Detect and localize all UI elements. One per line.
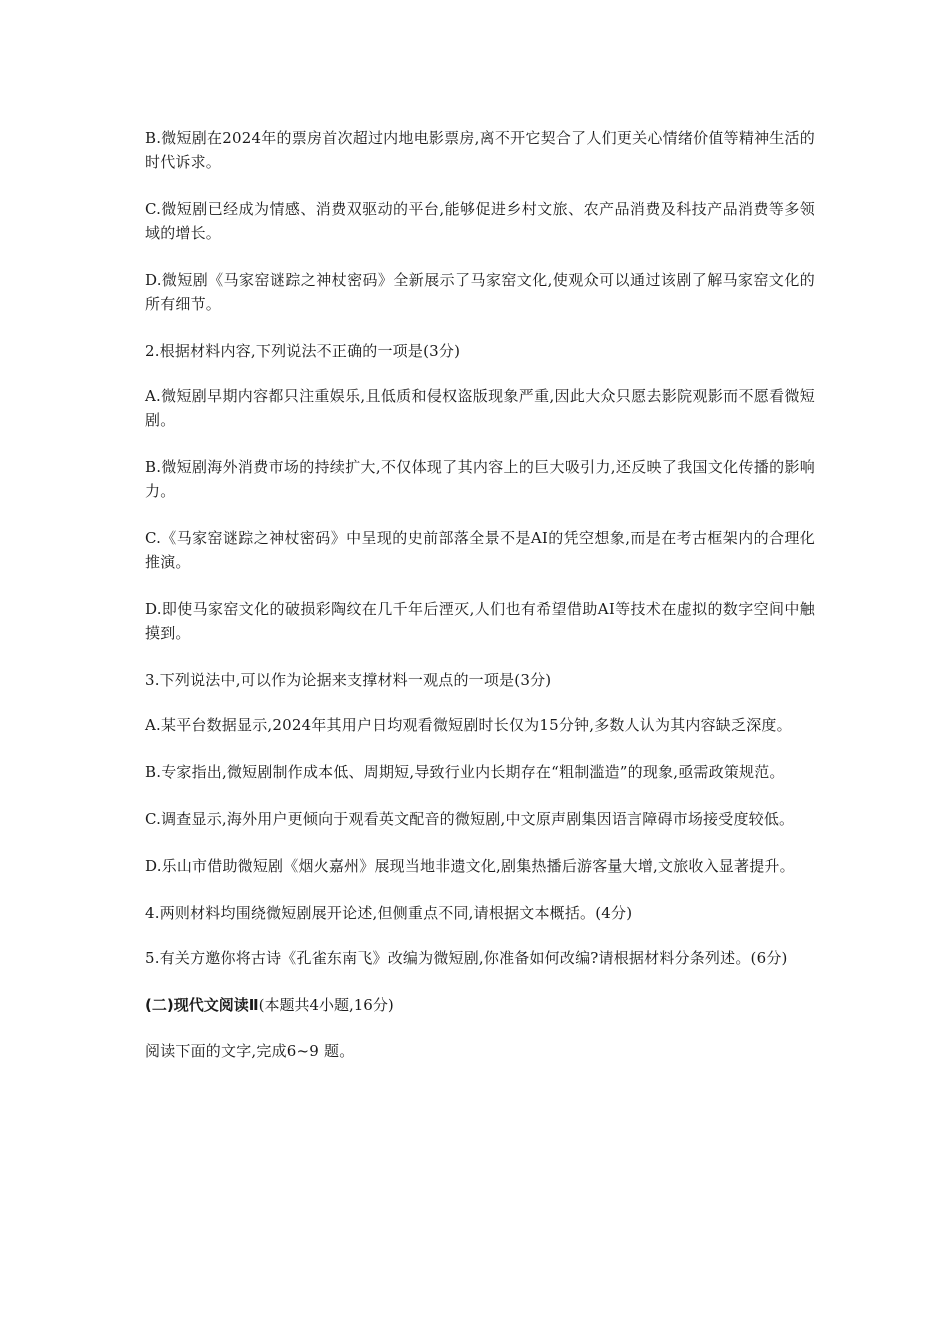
section-subtitle: (本题共4小题,16分) bbox=[258, 996, 394, 1014]
q2-option-c: C.《马家窑谜踪之神杖密码》中呈现的史前部落全景不是AI的凭空想象,而是在考古框架内的合理化推演。 bbox=[145, 529, 815, 571]
reading-instruction: 阅读下面的文字,完成6~9 题。 bbox=[145, 1042, 355, 1060]
q2-option-b: B.微短剧海外消费市场的持续扩大,不仅体现了其内容上的巨大吸引力,还反映了我国文化传播的影响力。 bbox=[145, 458, 815, 500]
q1-option-b: B.微短剧在2024年的票房首次超过内地电影票房,离不开它契合了人们更关心情绪价值等精神生活的时代诉求。 bbox=[145, 129, 815, 171]
q4-stem: 4.两则材料均围绕微短剧展开论述,但侧重点不同,请根据文本概括。(4分) bbox=[145, 904, 633, 922]
section-heading bbox=[145, 993, 815, 1017]
q3-option-c: C.调查显示,海外用户更倾向于观看英文配音的微短剧,中文原声剧集因语言障碍市场接受度较低。 bbox=[145, 810, 795, 828]
q3-option-a: A.某平台数据显示,2024年其用户日均观看微短剧时长仅为15分钟,多数人认为其内容缺乏深度。 bbox=[145, 716, 792, 734]
q2-option-a: A.微短剧早期内容都只注重娱乐,且低质和侵权盗版现象严重,因此大众只愿去影院观影而不愿看微短剧。 bbox=[145, 387, 815, 429]
q3-option-d: D.乐山市借助微短剧《烟火嘉州》展现当地非遗文化,剧集热播后游客量大增,文旅收入显著提升。 bbox=[145, 857, 795, 875]
q2-stem: 2.根据材料内容,下列说法不正确的一项是(3分) bbox=[145, 342, 461, 360]
section-title: (二)现代文阅读Ⅱ bbox=[145, 996, 259, 1014]
q3-stem: 3.下列说法中,可以作为论据来支撑材料一观点的一项是(3分) bbox=[145, 671, 552, 689]
q3-option-b: B.专家指出,微短剧制作成本低、周期短,导致行业内长期存在“粗制滥造”的现象,亟需政策规范。 bbox=[145, 763, 785, 781]
q2-option-d: D.即使马家窑文化的破损彩陶纹在几千年后湮灭,人们也有希望借助AI等技术在虚拟的数字空间中触摸到。 bbox=[145, 600, 815, 642]
q1-option-d: D.微短剧《马家窑谜踪之神杖密码》全新展示了马家窑文化,使观众可以通过该剧了解马家窑文化的所有细节。 bbox=[145, 271, 815, 313]
q1-option-c: C.微短剧已经成为情感、消费双驱动的平台,能够促进乡村文旅、农产品消费及科技产品消费等多领域的增长。 bbox=[145, 200, 815, 242]
exam-page bbox=[145, 126, 815, 1086]
q5-stem: 5.有关方邀你将古诗《孔雀东南飞》改编为微短剧,你准备如何改编?请根据材料分条列述。(6分) bbox=[145, 949, 788, 967]
